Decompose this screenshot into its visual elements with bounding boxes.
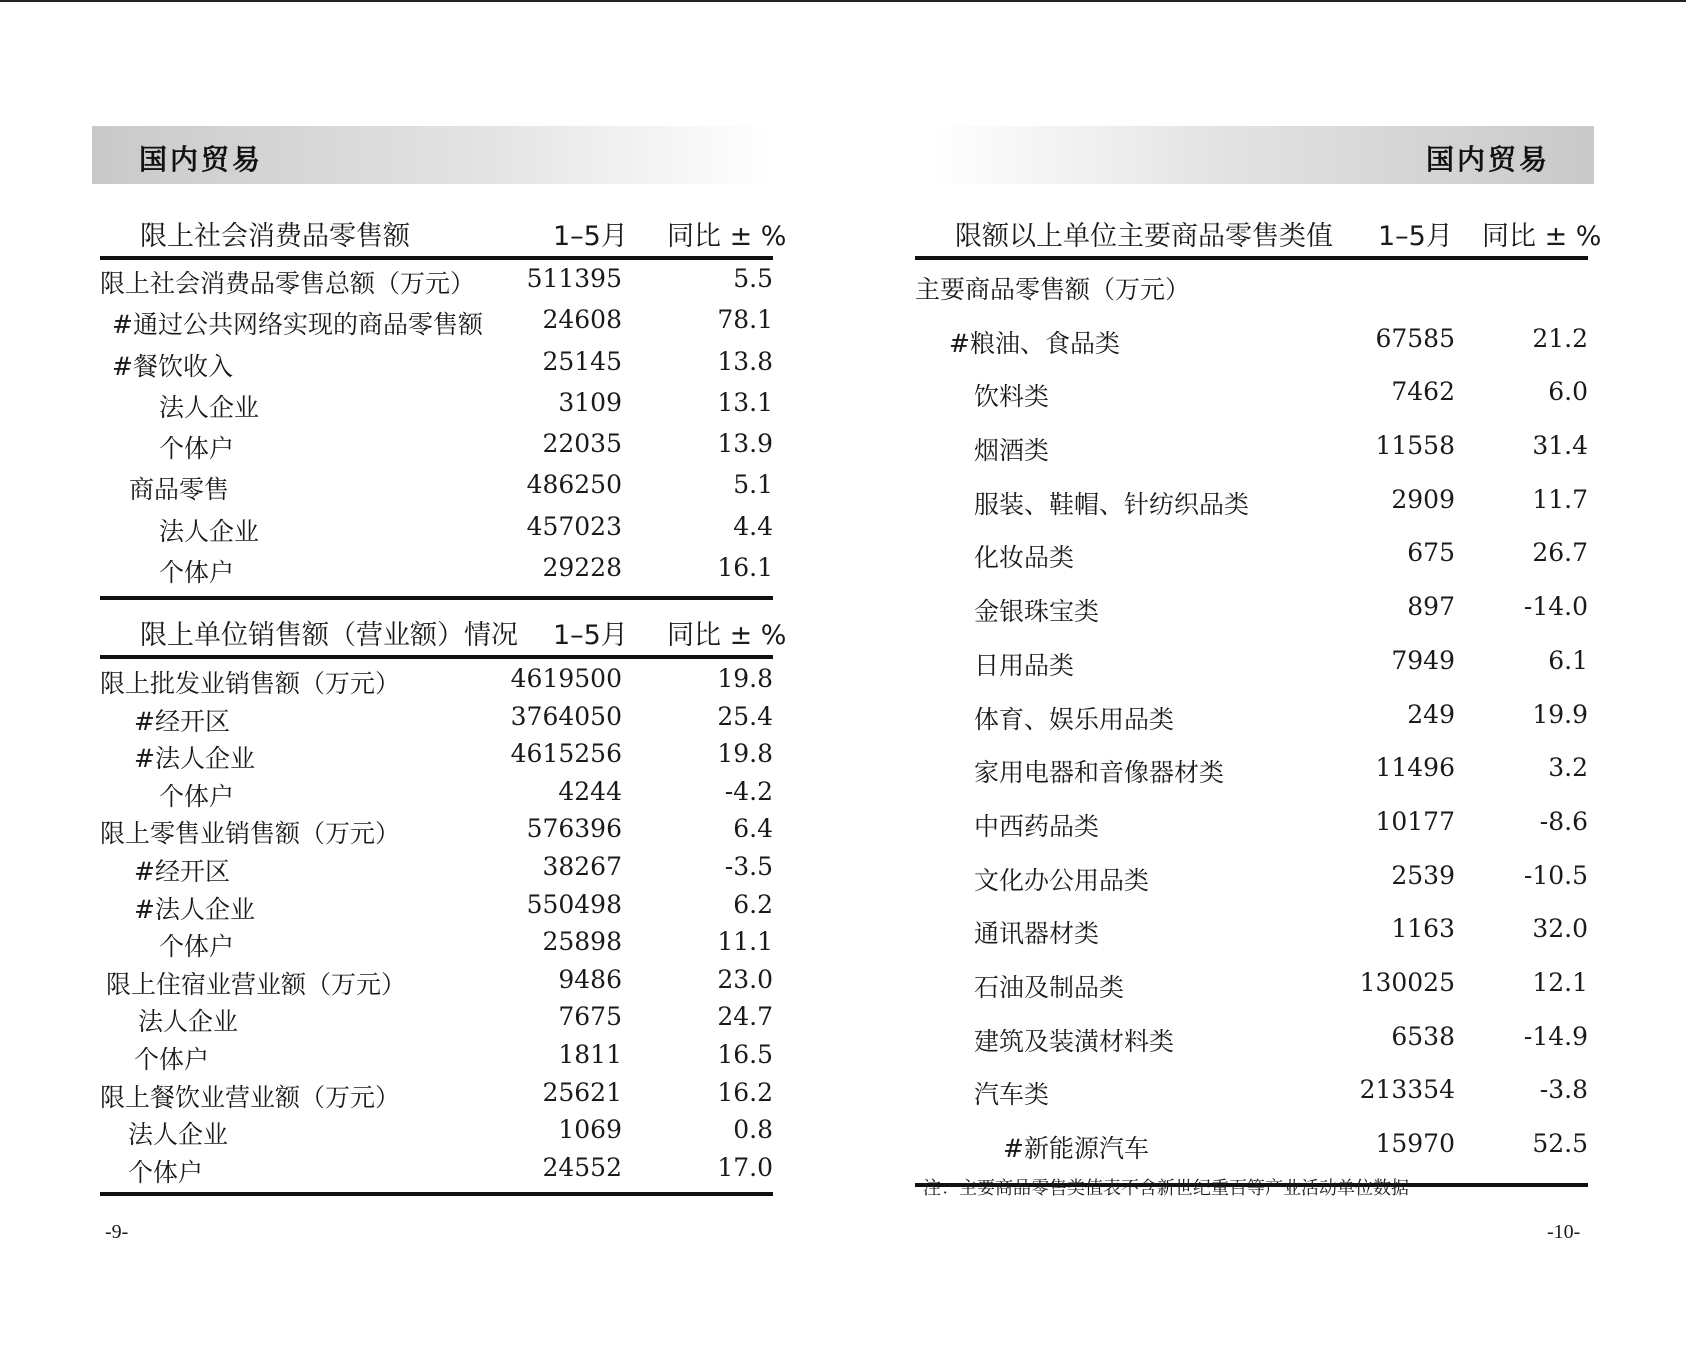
row-label: 限上社会消费品零售总额（万元） <box>100 269 476 298</box>
table-row <box>915 1075 1588 1129</box>
table-row <box>100 1002 773 1040</box>
value-yoy-change: 19.8 <box>717 664 773 693</box>
table-header <box>100 208 787 260</box>
value-period: 4244 <box>558 776 622 806</box>
row-label: 烟酒类 <box>974 436 1050 466</box>
table-row <box>100 347 773 388</box>
value-yoy-change: 19.8 <box>717 739 773 769</box>
row-label: #法人企业 <box>134 744 255 774</box>
row-label: 体育、娱乐用品类 <box>974 704 1175 734</box>
table-body <box>100 659 773 1196</box>
row-label: 法人企业 <box>159 516 260 546</box>
value-period: 29228 <box>542 553 622 583</box>
value-yoy-change: 11.7 <box>1532 484 1588 514</box>
table-row <box>915 914 1588 968</box>
row-label: 个体户 <box>159 932 235 962</box>
table-title: 限上单位销售额（营业额）情况 <box>140 620 518 651</box>
section-title: 国内贸易 <box>1425 143 1550 176</box>
table-row <box>915 807 1588 861</box>
value-yoy-change: 5.1 <box>733 470 773 500</box>
value-period: 25898 <box>542 927 622 957</box>
value-period: 3109 <box>558 387 622 417</box>
value-yoy-change: 6.0 <box>1548 377 1588 407</box>
table-row <box>100 470 773 511</box>
table-row <box>100 1078 773 1116</box>
table-row <box>915 646 1588 700</box>
row-label: #新能源汽车 <box>1003 1134 1149 1163</box>
value-yoy-change: 78.1 <box>717 305 773 335</box>
table-body <box>100 260 773 600</box>
value-yoy-change: 26.7 <box>1532 538 1588 568</box>
table-row <box>100 702 773 740</box>
row-label: 汽车类 <box>974 1080 1050 1110</box>
value-period: 511395 <box>526 264 622 293</box>
table-row <box>100 814 773 852</box>
table-row <box>100 1115 773 1153</box>
section-title: 国内贸易 <box>139 143 264 176</box>
table-row <box>915 538 1588 592</box>
value-yoy-change: 13.9 <box>717 429 773 459</box>
table-body <box>915 260 1588 1187</box>
table-row <box>100 664 773 702</box>
table-row <box>100 388 773 429</box>
value-period: 9486 <box>558 964 622 994</box>
value-yoy-change: 11.1 <box>717 927 773 957</box>
value-period: 1163 <box>1391 914 1455 944</box>
row-label: 通讯器材类 <box>974 919 1100 949</box>
value-period: 7675 <box>558 1002 622 1032</box>
table-row <box>915 485 1588 539</box>
value-period: 67585 <box>1375 323 1455 353</box>
value-yoy-change: 25.4 <box>717 701 773 731</box>
row-label: 建筑及装潢材料类 <box>974 1026 1175 1056</box>
commodity-retail-table <box>915 208 1602 1187</box>
table-row <box>915 270 1588 324</box>
value-period: 4619500 <box>510 664 622 693</box>
value-yoy-change: 16.2 <box>717 1077 773 1107</box>
table-row <box>100 305 773 346</box>
value-period: 1811 <box>558 1039 622 1069</box>
value-period: 897 <box>1407 592 1455 622</box>
row-label: 日用品类 <box>974 650 1075 680</box>
value-yoy-change: -14.0 <box>1523 592 1588 622</box>
table-row <box>100 264 773 305</box>
row-label: 法人企业 <box>128 1120 229 1150</box>
table-row <box>100 1040 773 1078</box>
value-period: 457023 <box>526 511 622 541</box>
value-yoy-change: 17.0 <box>717 1152 773 1182</box>
row-label: 个体户 <box>134 1044 210 1074</box>
value-yoy-change: 0.8 <box>733 1115 773 1145</box>
table-row <box>915 753 1588 807</box>
page-number-left: -9- <box>105 1221 129 1243</box>
section-header-band <box>933 126 1594 184</box>
table-row <box>915 431 1588 485</box>
value-yoy-change: 31.4 <box>1532 431 1588 461</box>
row-label: #通过公共网络实现的商品零售额 <box>112 310 483 340</box>
unit-sales-table <box>100 607 787 1196</box>
value-period: 22035 <box>542 429 622 459</box>
table-row <box>915 592 1588 646</box>
table-row <box>915 377 1588 431</box>
row-label: 限上零售业销售额（万元） <box>100 819 401 849</box>
value-period: 10177 <box>1375 806 1455 836</box>
table-row <box>100 927 773 965</box>
value-yoy-change: 23.0 <box>717 964 773 994</box>
column-header-yoy: 同比 ± % <box>1482 221 1602 252</box>
table-title: 限额以上单位主要商品零售类值 <box>955 221 1333 252</box>
row-label: 主要商品零售额（万元） <box>915 275 1191 304</box>
row-label: 文化办公用品类 <box>974 865 1150 895</box>
table-row <box>100 429 773 470</box>
value-period: 25621 <box>542 1077 622 1107</box>
value-yoy-change: 6.2 <box>733 889 773 919</box>
row-label: #餐饮收入 <box>112 351 233 381</box>
row-label: 中西药品类 <box>974 811 1100 841</box>
value-period: 550498 <box>526 889 622 919</box>
table-row <box>100 512 773 553</box>
value-period: 675 <box>1407 538 1455 568</box>
table-row <box>100 1153 773 1191</box>
row-label: 法人企业 <box>159 392 260 422</box>
row-label: 服装、鞋帽、针纺织品类 <box>974 489 1250 519</box>
value-period: 11558 <box>1375 431 1455 461</box>
value-period: 576396 <box>526 814 622 844</box>
value-yoy-change: -3.8 <box>1539 1075 1588 1105</box>
value-yoy-change: 13.8 <box>717 346 773 376</box>
row-label: #经开区 <box>134 856 230 886</box>
table-row <box>915 968 1588 1022</box>
value-yoy-change: 5.5 <box>733 264 773 293</box>
value-period: 3764050 <box>510 701 622 731</box>
value-period: 4615256 <box>510 739 622 769</box>
row-label: 限上住宿业营业额（万元） <box>106 969 407 999</box>
table-row <box>915 1022 1588 1076</box>
table-row <box>915 700 1588 754</box>
row-label: 个体户 <box>159 558 235 588</box>
row-label: 家用电器和音像器材类 <box>974 758 1225 788</box>
table-row <box>100 852 773 890</box>
row-label: 个体户 <box>159 781 235 811</box>
row-label: 商品零售 <box>129 475 230 505</box>
section-header-band <box>92 126 774 184</box>
value-period: 130025 <box>1359 967 1455 997</box>
row-label: 化妆品类 <box>974 543 1075 573</box>
table-footnote: 注：主要商品零售类值表不含新世纪重百等产业活动单位数据 <box>923 1178 1409 1199</box>
table-header <box>915 208 1602 260</box>
value-period: 11496 <box>1375 753 1455 783</box>
value-yoy-change: 6.4 <box>733 814 773 844</box>
value-period: 2539 <box>1391 860 1455 890</box>
row-label: 限上批发业销售额（万元） <box>100 669 401 698</box>
value-yoy-change: 13.1 <box>717 387 773 417</box>
value-yoy-change: 24.7 <box>717 1002 773 1032</box>
table-title: 限上社会消费品零售额 <box>140 221 410 252</box>
table-row <box>100 777 773 815</box>
value-yoy-change: 4.4 <box>733 511 773 541</box>
value-yoy-change: -4.2 <box>724 776 773 806</box>
value-period: 2909 <box>1391 484 1455 514</box>
value-yoy-change: -3.5 <box>724 851 773 881</box>
column-header-period: 1–5月 <box>553 221 628 252</box>
value-period: 24552 <box>542 1152 622 1182</box>
row-label: 限上餐饮业营业额（万元） <box>100 1082 401 1112</box>
value-period: 6538 <box>1391 1021 1455 1051</box>
value-yoy-change: -10.5 <box>1523 860 1588 890</box>
value-period: 486250 <box>526 470 622 500</box>
row-label: 金银珠宝类 <box>974 597 1100 627</box>
table-row <box>100 890 773 928</box>
row-label: 石油及制品类 <box>974 972 1125 1002</box>
row-label: 个体户 <box>159 434 235 464</box>
value-yoy-change: 16.5 <box>717 1039 773 1069</box>
retail-sales-table <box>100 208 787 600</box>
page-number-right: -10- <box>1547 1221 1581 1243</box>
table-row <box>100 553 773 594</box>
row-label: #经开区 <box>134 706 230 736</box>
value-yoy-change: 12.1 <box>1532 967 1588 997</box>
column-header-period: 1–5月 <box>553 620 628 651</box>
table-row <box>915 861 1588 915</box>
value-period: 1069 <box>558 1115 622 1145</box>
column-header-yoy: 同比 ± % <box>667 620 787 651</box>
row-label: #粮油、食品类 <box>949 328 1120 358</box>
table-row <box>100 739 773 777</box>
value-yoy-change: 19.9 <box>1532 699 1588 729</box>
table-row <box>100 965 773 1003</box>
value-period: 25145 <box>542 346 622 376</box>
table-row <box>915 324 1588 378</box>
value-yoy-change: 32.0 <box>1532 914 1588 944</box>
table-header <box>100 607 787 659</box>
value-period: 213354 <box>1359 1075 1455 1105</box>
row-label: 个体户 <box>128 1157 204 1187</box>
value-yoy-change: 21.2 <box>1532 323 1588 353</box>
value-yoy-change: -8.6 <box>1539 806 1588 836</box>
row-label: 饮料类 <box>974 382 1050 412</box>
row-label: #法人企业 <box>134 894 255 924</box>
column-header-period: 1–5月 <box>1378 221 1453 252</box>
value-yoy-change: -14.9 <box>1523 1021 1588 1051</box>
value-yoy-change: 3.2 <box>1548 753 1588 783</box>
value-yoy-change: 6.1 <box>1548 645 1588 675</box>
value-period: 7949 <box>1391 645 1455 675</box>
value-period: 7462 <box>1391 377 1455 407</box>
value-period: 38267 <box>542 851 622 881</box>
value-yoy-change: 16.1 <box>717 553 773 583</box>
row-label: 法人企业 <box>138 1007 239 1037</box>
value-period: 15970 <box>1375 1129 1455 1158</box>
value-yoy-change: 52.5 <box>1532 1129 1588 1158</box>
value-period: 24608 <box>542 305 622 335</box>
value-period: 249 <box>1407 699 1455 729</box>
column-header-yoy: 同比 ± % <box>667 221 787 252</box>
